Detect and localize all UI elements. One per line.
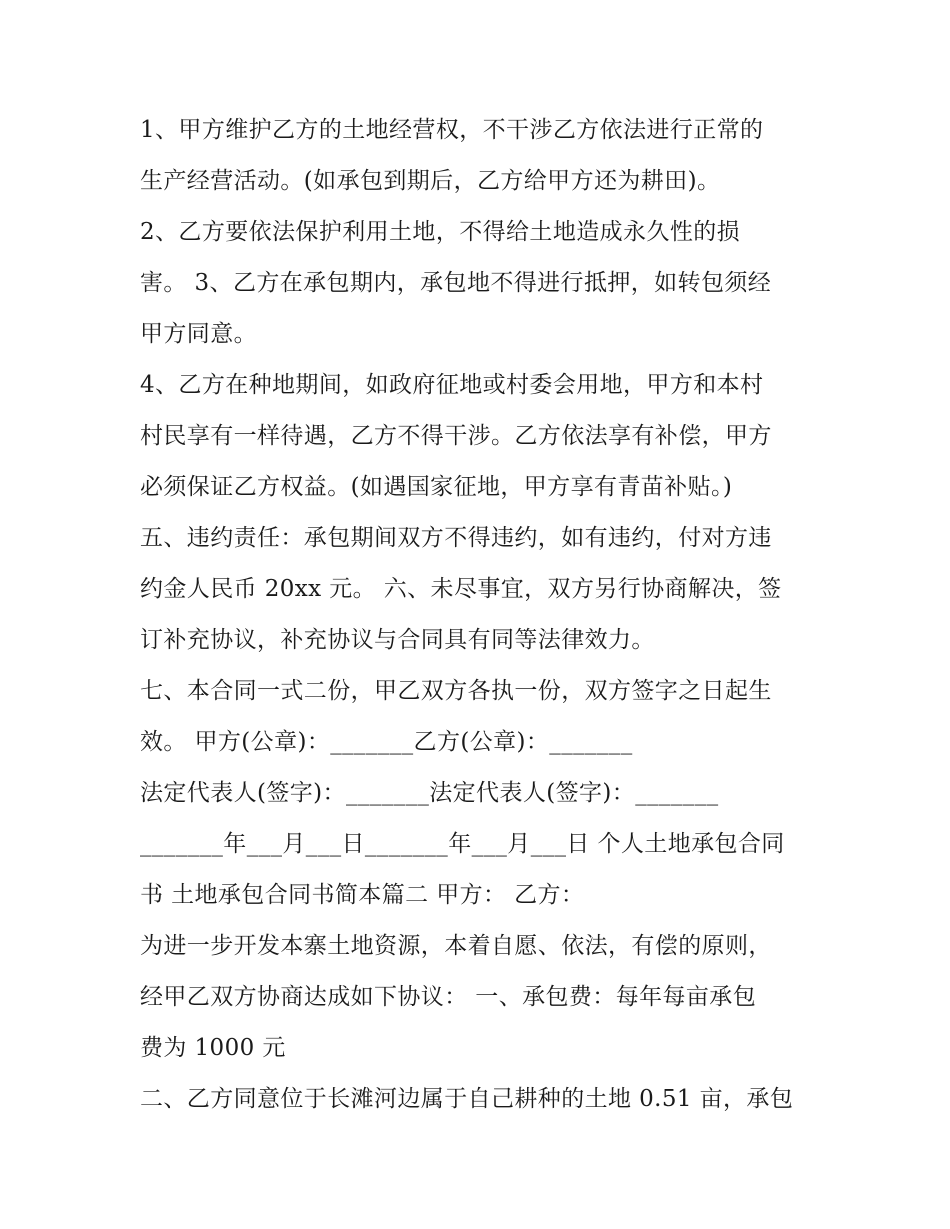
date-line: _______年___月___日_______年___月___日 个人土地承包合同: [140, 831, 785, 857]
text-line: 经甲乙双方协商达成如下协议： 一、承包费：每年每亩承包: [140, 984, 757, 1010]
signature-line: 效。 甲方(公章)：_______乙方(公章)：_______: [140, 729, 633, 755]
text-line: 害。 3、乙方在承包期内，承包地不得进行抵押，如转包须经: [140, 270, 772, 296]
text-line: 2、乙方要依法保护利用土地，不得给土地造成永久性的损: [140, 219, 741, 245]
text-line: 五、违约责任：承包期间双方不得违约，如有违约，付对方违: [140, 525, 772, 551]
text-line: 书 土地承包合同书简本篇二 甲方： 乙方：: [140, 882, 585, 908]
text-line: 费为 1000 元: [140, 1035, 286, 1061]
text-line: 4、乙方在种地期间，如政府征地或村委会用地，甲方和本村: [140, 372, 764, 398]
text-line: 七、本合同一式二份，甲乙双方各执一份，双方签字之日起生: [140, 678, 772, 704]
text-line: 甲方同意。: [140, 321, 257, 347]
text-line: 1、甲方维护乙方的土地经营权，不干涉乙方依法进行正常的: [140, 117, 764, 143]
text-line: 约金人民币 20xx 元。 六、未尽事宜，双方另行协商解决，签: [140, 576, 782, 602]
text-line: 二、乙方同意位于长滩河边属于自己耕种的土地 0.51 亩，承包: [140, 1086, 794, 1112]
text-line: 为进一步开发本寨土地资源，本着自愿、依法，有偿的原则，: [140, 933, 772, 959]
text-line: 订补充协议，补充协议与合同具有同等法律效力。: [140, 627, 655, 653]
text-line: 村民享有一样待遇，乙方不得干涉。乙方依法享有补偿，甲方: [140, 423, 772, 449]
signature-line: 法定代表人(签字)：_______法定代表人(签字)：_______: [140, 780, 719, 806]
text-line: 必须保证乙方权益。(如遇国家征地，甲方享有青苗补贴。): [140, 474, 733, 500]
document-body: [140, 105, 820, 1125]
text-line: 生产经营活动。(如承包到期后，乙方给甲方还为耕田)。: [140, 168, 721, 194]
